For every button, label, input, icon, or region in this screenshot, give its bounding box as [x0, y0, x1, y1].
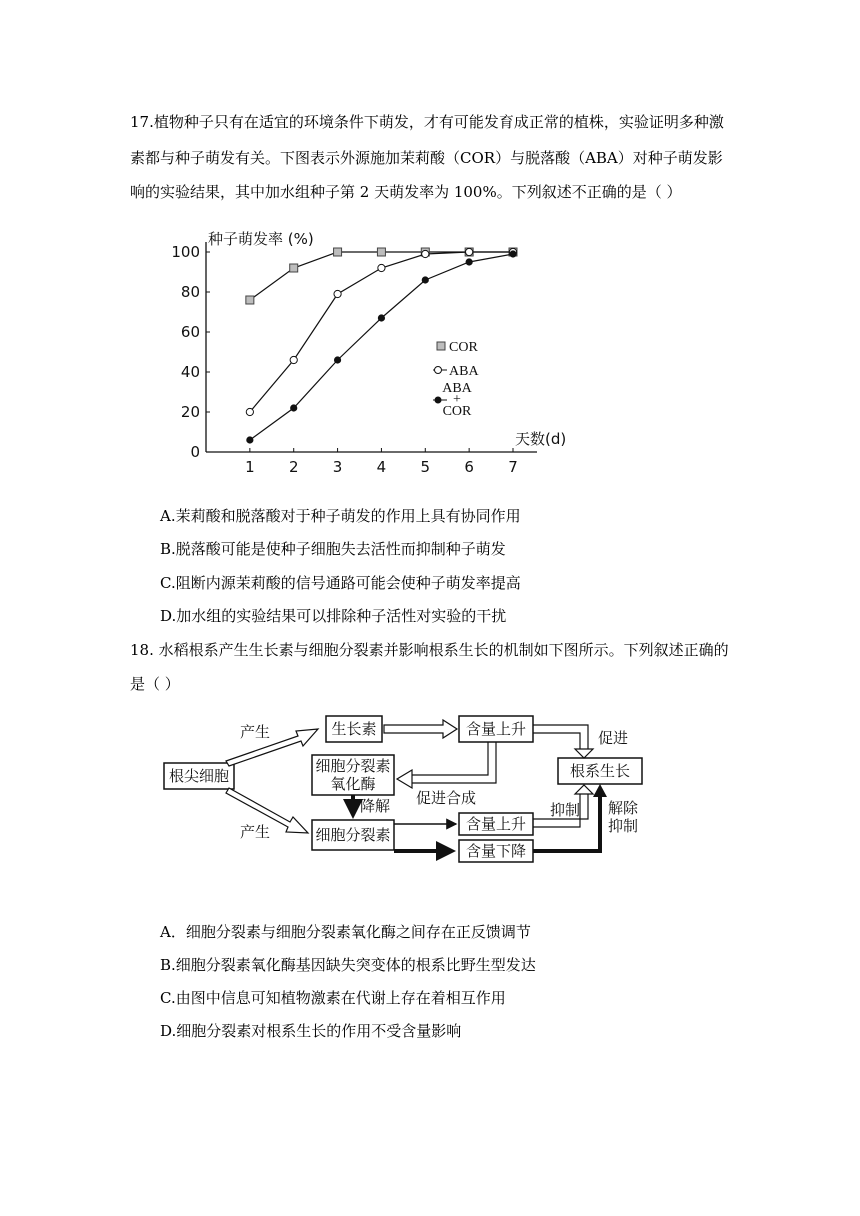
- x-tick-label: 2: [288, 458, 299, 476]
- y-tick-label: 0: [190, 443, 200, 461]
- x-tick-label: 1: [245, 458, 255, 476]
- svg-text:根系生长: 根系生长: [569, 762, 631, 780]
- x-tick-label: 5: [420, 458, 431, 476]
- y-tick-label: 100: [171, 243, 200, 261]
- label-degrade: 降解: [360, 797, 391, 815]
- legend-label-aba-cor-line-3: COR: [442, 404, 472, 419]
- germination-chart: [171, 222, 575, 480]
- series-line-1: [250, 252, 513, 412]
- box-cytokinin-oxidase: [312, 755, 394, 795]
- q17-option-d[interactable]: D.加水组的实验结果可以排除种子活性对实验的干扰: [160, 607, 507, 625]
- y-tick-label: 60: [180, 323, 200, 341]
- svg-text:细胞分裂素: 细胞分裂素: [315, 757, 391, 775]
- data-point-series-1: [378, 264, 385, 271]
- legend-open-circle-marker: [435, 367, 442, 374]
- q18-option-b[interactable]: B.细胞分裂素氧化酶基因缺失突变体的根系比野生型发达: [160, 956, 536, 974]
- legend-filled-circle-marker: [435, 397, 442, 404]
- label-produce-2: 产生: [240, 823, 271, 841]
- q18-option-c[interactable]: C.由图中信息可知植物激素在代谢上存在着相互作用: [160, 989, 506, 1007]
- data-point-series-2: [422, 276, 429, 283]
- label-promote: 促进: [598, 729, 629, 747]
- q18-option-d[interactable]: D.细胞分裂素对根系生长的作用不受含量影响: [160, 1022, 462, 1040]
- box-auxin: [326, 716, 382, 742]
- q18-stem-line-1: 18. 水稻根系产生生长素与细胞分裂素并影响根系生长的机制如下图所示。下列叙述正确的: [130, 641, 729, 659]
- x-tick-label: 4: [376, 458, 387, 476]
- x-axis-title: 天数(d): [515, 430, 567, 448]
- data-point-series-1: [334, 290, 341, 297]
- data-point-series-1: [246, 408, 253, 415]
- svg-text:氧化酶: 氧化酶: [330, 775, 376, 793]
- q18-option-a[interactable]: A．细胞分裂素与细胞分裂素氧化酶之间存在正反馈调节: [160, 923, 531, 941]
- x-tick-label: 3: [332, 458, 343, 476]
- label-promote-synthesis: 促进合成: [416, 789, 477, 807]
- q17-stem-line-3: 响的实验结果，其中加水组种子第 2 天萌发率为 100%。下列叙述不正确的是（ ）: [130, 183, 682, 201]
- legend-label-aba-cor-line-1: ABA: [442, 381, 472, 396]
- legend: [433, 340, 479, 419]
- data-point-series-0: [290, 264, 298, 272]
- svg-text:根尖细胞: 根尖细胞: [168, 767, 230, 785]
- arrow-promote-synthesis: [397, 742, 496, 788]
- y-ticks: [171, 243, 210, 461]
- data-point-series-0: [246, 296, 254, 304]
- data-point-series-1: [290, 356, 297, 363]
- data-point-series-2: [334, 356, 341, 363]
- y-tick-label: 20: [180, 403, 200, 421]
- data-point-series-1: [466, 248, 473, 255]
- legend-label-aba: ABA: [449, 364, 479, 379]
- box-root-growth: [558, 758, 642, 784]
- data-point-series-1: [422, 250, 429, 257]
- label-relieve-2: 抑制: [608, 817, 639, 835]
- box-root-cell: [164, 763, 234, 789]
- q17-option-a[interactable]: A.茉莉酸和脱落酸对于种子萌发的作用上具有协同作用: [160, 507, 521, 525]
- svg-text:含量上升: 含量上升: [465, 815, 527, 833]
- data-point-series-2: [509, 250, 516, 257]
- data-point-series-2: [290, 404, 297, 411]
- q17-stem-line-1: 17.植物种子只有在适宜的环境条件下萌发，才有可能发育成正常的植株，实验证明多种激: [130, 113, 724, 131]
- label-inhibit: 抑制: [550, 801, 581, 819]
- series-line-0: [250, 252, 513, 300]
- y-axis-title: 种子萌发率 (%): [208, 230, 314, 248]
- legend-label-aba-cor-line-2: +: [453, 392, 461, 407]
- data-point-series-2: [246, 436, 253, 443]
- q17-option-b[interactable]: B.脱落酸可能是使种子细胞失去活性而抑制种子萌发: [160, 540, 506, 558]
- data-point-series-2: [466, 258, 473, 265]
- q18-stem-line-2: 是（ ）: [130, 675, 180, 693]
- legend-item-aba: [433, 364, 479, 379]
- svg-text:细胞分裂素: 细胞分裂素: [315, 826, 391, 844]
- svg-text:含量下降: 含量下降: [465, 842, 527, 860]
- arrow-auxin-to-content: [384, 720, 457, 738]
- data-point-series-2: [378, 314, 385, 321]
- y-tick-label: 40: [180, 363, 200, 381]
- box-cytokinin: [312, 820, 394, 850]
- q17-stem-line-2: 素都与种子萌发有关。下图表示外源施加茉莉酸（COR）与脱落酸（ABA）对种子萌发影: [130, 149, 723, 167]
- y-tick-label: 80: [180, 283, 200, 301]
- x-tick-label: 7: [508, 458, 518, 476]
- box-content-up-2: [459, 813, 533, 835]
- legend-square-marker: [437, 342, 445, 350]
- svg-text:含量上升: 含量上升: [465, 720, 527, 738]
- box-content-down: [459, 840, 533, 862]
- svg-text:生长素: 生长素: [331, 720, 377, 738]
- arrow-promote-root-growth: [533, 725, 593, 758]
- label-relieve-1: 解除: [608, 799, 639, 817]
- data-point-series-0: [377, 248, 385, 256]
- label-produce-1: 产生: [240, 723, 271, 741]
- box-content-up-1: [459, 716, 533, 742]
- legend-label-cor: COR: [449, 340, 478, 355]
- q17-option-c[interactable]: C.阻断内源茉莉酸的信号通路可能会使种子萌发率提高: [160, 574, 521, 592]
- mechanism-diagram: [150, 705, 670, 875]
- x-tick-label: 6: [464, 458, 474, 476]
- data-point-series-0: [334, 248, 342, 256]
- legend-item-cor: [437, 340, 478, 355]
- legend-item-aba-cor: [433, 381, 473, 419]
